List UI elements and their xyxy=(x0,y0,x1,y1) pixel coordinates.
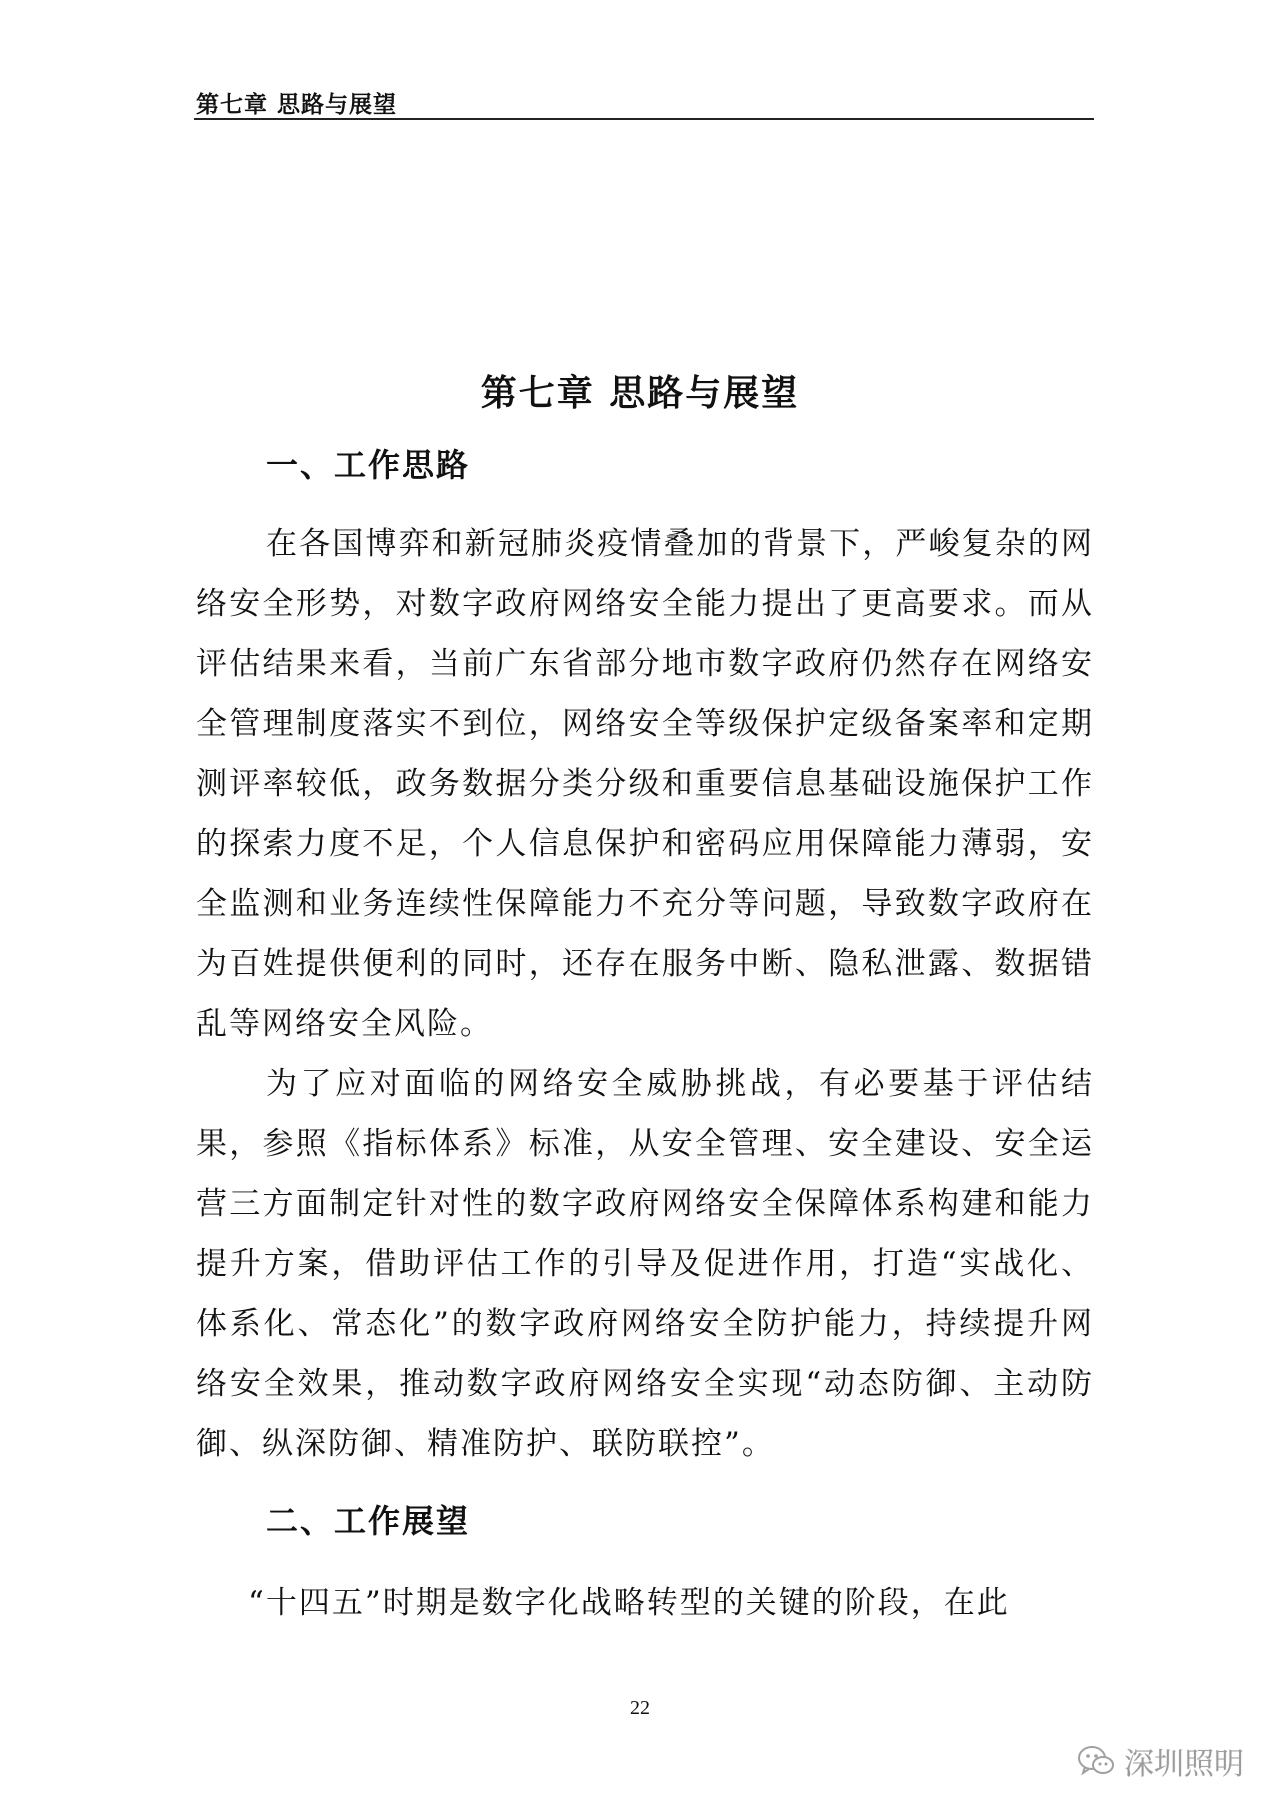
section1-body xyxy=(196,514,1094,1474)
watermark-text: 深圳照明 xyxy=(1124,1747,1244,1782)
wechat-icon xyxy=(1076,1743,1116,1779)
section2-body xyxy=(196,1573,1094,1633)
paragraph: “十四五”时期是数字化战略转型的关键的阶段，在此 xyxy=(248,1585,1010,1621)
section-heading-work-ideas: 一、工作思路 xyxy=(266,446,471,484)
paragraph: 为了应对面临的网络安全威胁挑战，有必要基于评估结果，参照《指标体系》标准，从安全管理、安全建设、安全运营三方面制定针对性的数字政府网络安全保障体系构建和能力提升方案，借助评估工作的引导及促进作用，打造“实战化、体系化、常态化”的数字政府网络安全防护能力，持续提升网络安全效果，推动数字政府网络安全实现“动态防御、主动防御、纵深防御、精准防护、联防联控”。 xyxy=(196,1066,1094,1462)
header-rule xyxy=(194,118,1094,120)
running-header: 第七章 思路与展望 xyxy=(196,92,398,118)
section-heading-work-outlook: 二、工作展望 xyxy=(266,1502,471,1540)
watermark xyxy=(1076,1739,1244,1783)
page-number: 22 xyxy=(630,1697,650,1719)
chapter-title: 第七章 思路与展望 xyxy=(480,373,800,414)
paragraph: 在各国博弈和新冠肺炎疫情叠加的背景下，严峻复杂的网络安全形势，对数字政府网络安全能力提出了更高要求。而从评估结果来看，当前广东省部分地市数字政府仍然存在网络安全管理制度落实不到位，网络安全等级保护定级备案率和定期测评率较低，政务数据分类分级和重要信息基础设施保护工作的探索力度不足，个人信息保护和密码应用保障能力薄弱，安全监测和业务连续性保障能力不充分等问题，导致数字政府在为百姓提供便利的同时，还存在服务中断、隐私泄露、数据错乱等网络安全风险。 xyxy=(196,526,1094,1042)
